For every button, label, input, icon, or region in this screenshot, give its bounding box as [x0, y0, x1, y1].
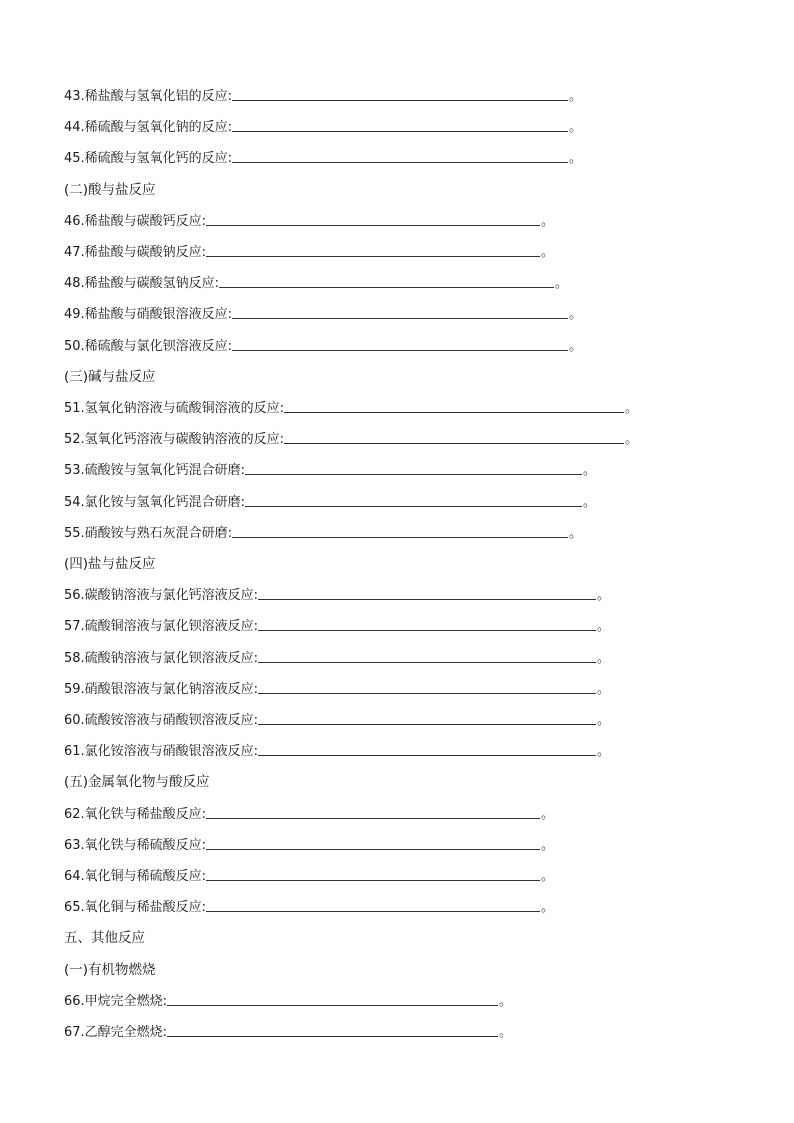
answer-blank[interactable] — [167, 1036, 498, 1037]
question-text: 63.氧化铁与稀硫酸反应: — [64, 837, 207, 853]
question-item — [64, 302, 582, 322]
question-item — [64, 739, 610, 759]
answer-blank[interactable] — [258, 693, 596, 694]
question-item — [64, 802, 554, 822]
sentence-end-mark: 。 — [555, 276, 569, 292]
sentence-end-mark: 。 — [583, 463, 597, 479]
section-heading — [64, 958, 156, 978]
question-text: 56.碳酸钠溶液与氯化钙溶液反应: — [64, 588, 259, 604]
sentence-end-mark: 。 — [541, 869, 555, 884]
question-item — [64, 646, 610, 666]
question-text: 53.硫酸铵与氢氧化钙混合研磨: — [64, 463, 246, 479]
question-item — [64, 458, 596, 478]
question-text: 43.稀盐酸与氢氧化铝的反应: — [64, 89, 233, 104]
answer-blank[interactable] — [245, 474, 582, 475]
question-item — [64, 895, 554, 915]
answer-blank[interactable] — [258, 724, 596, 725]
sentence-end-mark: 。 — [499, 993, 513, 1009]
question-item — [64, 240, 554, 260]
question-text: 55.硝酸铵与熟石灰混合研磨: — [64, 525, 233, 541]
question-item — [64, 427, 638, 447]
question-text: 60.硫酸铵溶液与硝酸钡溶液反应: — [64, 713, 259, 728]
sentence-end-mark: 。 — [625, 432, 639, 448]
question-item — [64, 1020, 512, 1040]
question-item — [64, 989, 512, 1009]
question-text: 50.稀硫酸与氯化钡溶液反应: — [64, 338, 233, 354]
section-heading — [64, 770, 210, 790]
question-item — [64, 271, 568, 291]
answer-blank[interactable] — [206, 849, 540, 850]
question-text: 49.稀盐酸与硝酸银溶液反应: — [64, 307, 233, 323]
answer-blank[interactable] — [245, 506, 582, 507]
answer-blank[interactable] — [258, 662, 596, 663]
section-heading — [64, 365, 156, 385]
sentence-end-mark: 。 — [569, 151, 583, 167]
question-item — [64, 490, 596, 510]
section-heading-text: (二)酸与盐反应 — [64, 181, 156, 198]
answer-blank[interactable] — [232, 350, 568, 351]
sentence-end-mark: 。 — [541, 245, 555, 260]
sentence-end-mark: 。 — [569, 120, 583, 136]
question-text: 47.稀盐酸与碳酸钠反应: — [64, 245, 207, 260]
question-item — [64, 334, 582, 354]
answer-blank[interactable] — [206, 911, 540, 912]
section-heading-text: (四)盐与盐反应 — [64, 556, 156, 572]
question-item — [64, 833, 554, 853]
question-item — [64, 115, 582, 135]
answer-blank[interactable] — [206, 225, 540, 226]
section-heading-text: (三)碱与盐反应 — [64, 368, 156, 385]
sentence-end-mark: 。 — [541, 213, 555, 229]
question-item — [64, 583, 610, 603]
sentence-end-mark: 。 — [569, 525, 583, 541]
answer-blank[interactable] — [232, 537, 568, 538]
sentence-end-mark: 。 — [625, 401, 639, 416]
sentence-end-mark: 。 — [499, 1025, 513, 1040]
answer-blank[interactable] — [284, 412, 624, 413]
sentence-end-mark: 。 — [541, 900, 555, 916]
answer-blank[interactable] — [206, 256, 540, 257]
sentence-end-mark: 。 — [541, 837, 555, 853]
sentence-end-mark: 。 — [597, 713, 611, 728]
answer-blank[interactable] — [167, 1005, 498, 1006]
question-text: 58.硫酸钠溶液与氯化钡溶液反应: — [64, 650, 259, 666]
answer-blank[interactable] — [258, 630, 596, 631]
question-item — [64, 521, 582, 541]
sentence-end-mark: 。 — [541, 806, 555, 822]
question-item — [64, 864, 554, 884]
question-item — [64, 84, 582, 104]
question-text: 61.氯化铵溶液与硝酸银溶液反应: — [64, 744, 259, 760]
question-item — [64, 614, 610, 634]
question-text: 64.氧化铜与稀硫酸反应: — [64, 869, 207, 884]
sentence-end-mark: 。 — [583, 494, 597, 510]
answer-blank[interactable] — [284, 443, 624, 444]
sentence-end-mark: 。 — [597, 588, 611, 604]
sentence-end-mark: 。 — [597, 681, 611, 697]
question-text: 66.甲烷完全燃烧: — [64, 993, 168, 1009]
sentence-end-mark: 。 — [597, 744, 611, 760]
sentence-end-mark: 。 — [597, 650, 611, 666]
question-text: 46.稀盐酸与碳酸钙反应: — [64, 213, 207, 229]
answer-blank[interactable] — [258, 755, 596, 756]
section-heading — [64, 926, 145, 946]
question-text: 62.氧化铁与稀盐酸反应: — [64, 806, 207, 822]
question-item — [64, 396, 638, 416]
question-item — [64, 146, 582, 166]
answer-blank[interactable] — [258, 599, 596, 600]
question-text: 51.氢氧化钠溶液与硫酸铜溶液的反应: — [64, 401, 285, 416]
answer-blank[interactable] — [206, 880, 540, 881]
answer-blank[interactable] — [219, 287, 554, 288]
sentence-end-mark: 。 — [569, 89, 583, 104]
question-text: 65.氧化铜与稀盐酸反应: — [64, 900, 207, 916]
question-text: 52.氢氧化钙溶液与碳酸钠溶液的反应: — [64, 432, 285, 448]
question-text: 57.硫酸铜溶液与氯化钡溶液反应: — [64, 619, 259, 635]
section-heading-text: (五)金属氧化物与酸反应 — [64, 774, 210, 791]
question-item — [64, 209, 554, 229]
answer-blank[interactable] — [232, 131, 568, 132]
question-item — [64, 677, 610, 697]
question-text: 54.氯化铵与氢氧化钙混合研磨: — [64, 494, 246, 510]
question-text: 45.稀硫酸与氢氧化钙的反应: — [64, 151, 233, 167]
section-heading-text: 五、其他反应 — [64, 930, 145, 947]
section-heading — [64, 552, 156, 572]
answer-blank[interactable] — [232, 162, 568, 163]
answer-blank[interactable] — [232, 100, 568, 101]
answer-blank[interactable] — [206, 818, 540, 819]
sentence-end-mark: 。 — [597, 619, 611, 635]
question-text: 48.稀盐酸与碳酸氢钠反应: — [64, 276, 220, 292]
sentence-end-mark: 。 — [569, 307, 583, 323]
section-heading — [64, 178, 156, 198]
question-text: 59.硝酸银溶液与氯化钠溶液反应: — [64, 681, 259, 697]
question-text: 67.乙醇完全燃烧: — [64, 1025, 168, 1040]
question-item — [64, 708, 610, 728]
sentence-end-mark: 。 — [569, 338, 583, 354]
answer-blank[interactable] — [232, 318, 568, 319]
section-heading-text: (一)有机物燃烧 — [64, 961, 156, 978]
question-text: 44.稀硫酸与氢氧化钠的反应: — [64, 120, 233, 136]
